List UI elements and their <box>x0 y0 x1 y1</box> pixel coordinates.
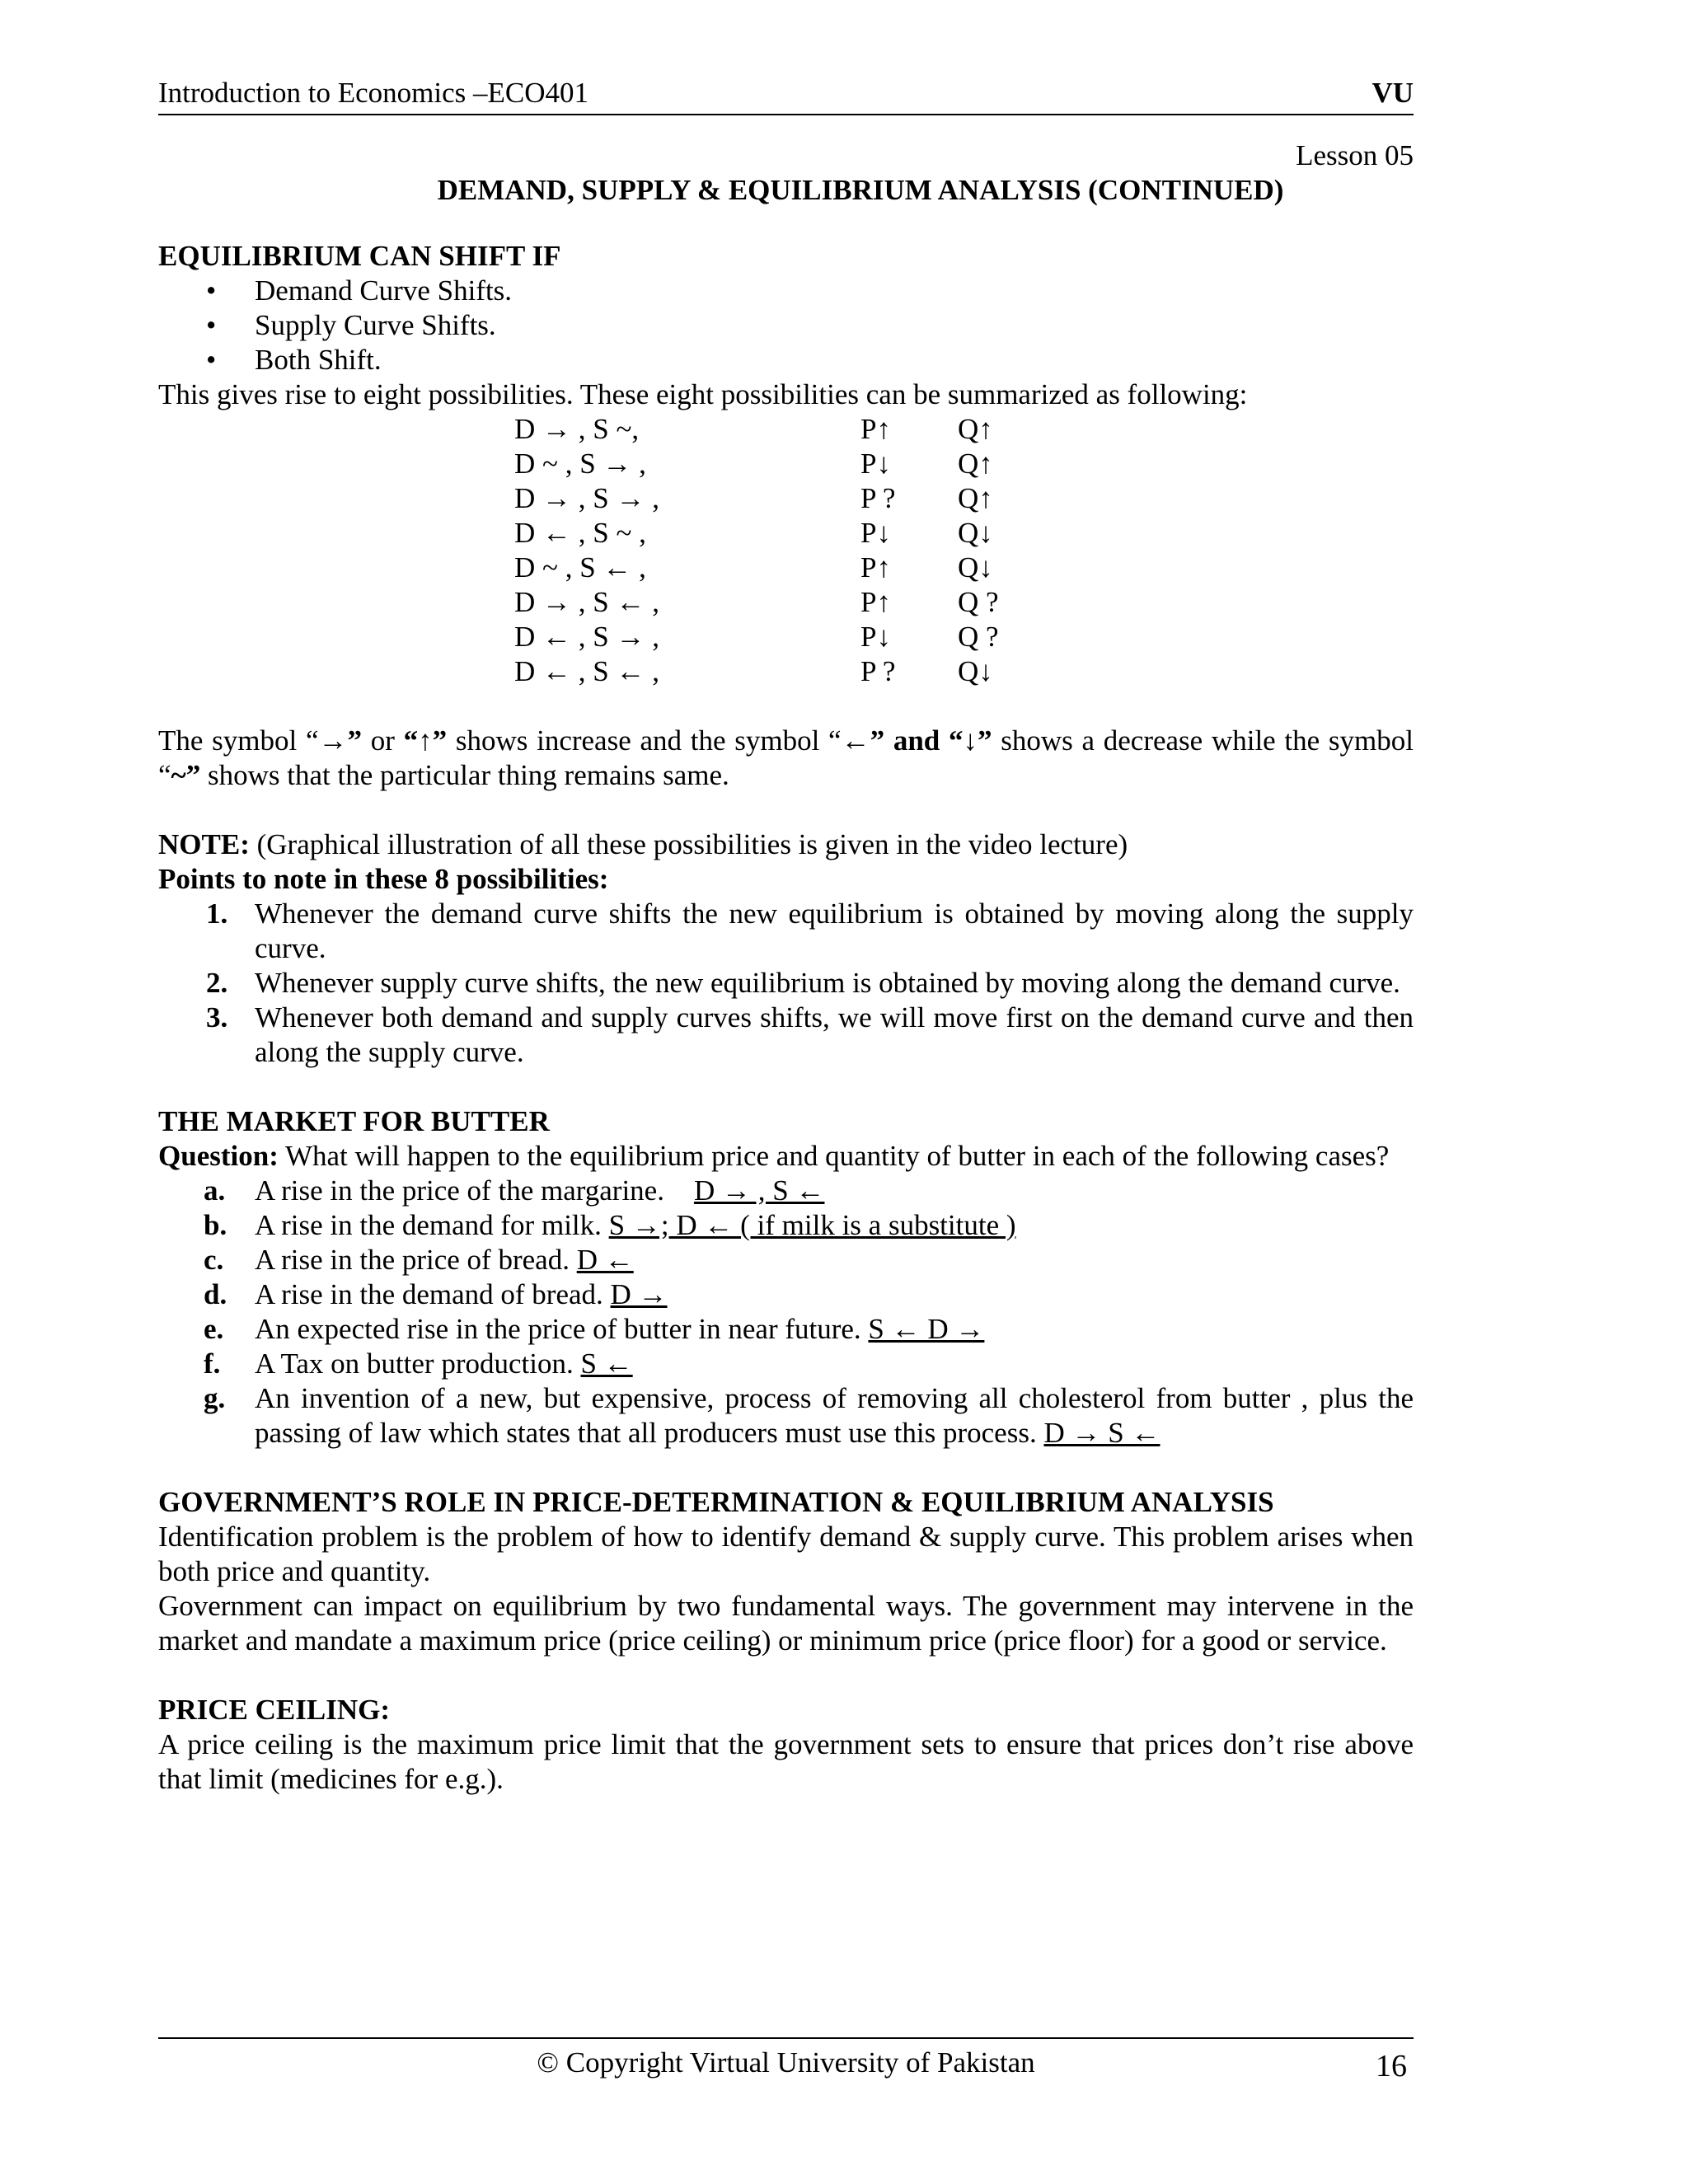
bullet-item: • Demand Curve Shifts. <box>158 274 1414 308</box>
quantity-cell: Q↓ <box>958 517 993 549</box>
bullet-item: • Both Shift. <box>158 343 1414 377</box>
possibilities-table <box>158 412 1414 689</box>
list-marker: a. <box>204 1174 226 1207</box>
shift-cell: D ~ , S → , <box>514 448 646 480</box>
quantity-cell: Q↑ <box>958 413 993 445</box>
list-marker: f. <box>204 1347 221 1380</box>
price-cell: P↑ <box>860 413 891 445</box>
price-cell: P↑ <box>860 551 891 583</box>
list-item <box>158 1001 1414 1070</box>
list-item <box>158 897 1414 966</box>
case-answer: D ← <box>576 1244 634 1276</box>
point-text: Whenever both demand and supply curves shifts, we will move first on the demand curve and then along the supply curve. <box>255 1001 1414 1068</box>
price-cell: P↓ <box>860 517 891 549</box>
list-item <box>158 1174 1414 1208</box>
symbol-explanation <box>158 724 1414 793</box>
page-header <box>158 74 1414 115</box>
list-marker: d. <box>204 1278 227 1310</box>
possibility-row <box>158 447 1414 481</box>
price-cell: P ? <box>860 482 896 514</box>
case-text: A rise in the price of bread. <box>255 1244 570 1276</box>
government-paragraph: Government can impact on equilibrium by two fundamental ways. The government may intervene in the market and mandate a maximum price (price ceiling) or minimum price (price floor) for a good or service. <box>158 1590 1414 1657</box>
list-marker: 1. <box>206 898 228 930</box>
shift-cell: D ← , S ~ , <box>514 517 646 549</box>
page-title: DEMAND, SUPPLY & EQUILIBRIUM ANALYSIS (CONTINUED) <box>437 174 1284 206</box>
possibility-row <box>158 654 1414 689</box>
list-item <box>158 1277 1414 1312</box>
copyright-text: © Copyright Virtual University of Pakistan <box>537 2046 1035 2079</box>
list-item <box>158 1381 1414 1451</box>
shift-cell: D → , S ← , <box>514 586 659 618</box>
possibilities-intro: This gives rise to eight possibilities. These eight possibilities can be summarized as following: <box>158 378 1248 410</box>
shift-cell: D ~ , S ← , <box>514 551 646 583</box>
quantity-cell: Q↑ <box>958 482 993 514</box>
case-answer: D → <box>610 1278 668 1310</box>
symbol-increase-up: “↑” <box>403 724 448 757</box>
page-footer <box>158 2037 1414 2088</box>
section-heading-government: GOVERNMENT’S ROLE IN PRICE-DETERMINATION & EQUILIBRIUM ANALYSIS <box>158 1486 1274 1518</box>
symbol-text: The symbol “ <box>158 724 319 757</box>
question-text: What will happen to the equilibrium price and quantity of butter in each of the following cases? <box>278 1140 1390 1172</box>
list-item <box>158 1243 1414 1277</box>
lesson-label: Lesson 05 <box>1296 139 1414 171</box>
list-marker: b. <box>204 1209 227 1241</box>
case-text: A Tax on butter production. <box>255 1347 574 1380</box>
shift-cell: D → , S ~, <box>514 413 640 445</box>
price-ceiling-paragraph: A price ceiling is the maximum price limit that the government sets to ensure that prices don’t rise above that limit (medicines for e.g.). <box>158 1728 1414 1795</box>
possibility-row <box>158 551 1414 585</box>
symbol-text: shows a decrease while the symbol “ <box>158 724 1414 791</box>
course-title: Introduction to Economics –ECO401 <box>158 77 589 109</box>
possibility-row <box>158 585 1414 620</box>
list-marker: e. <box>204 1313 224 1345</box>
case-text: An invention of a new, but expensive, process of removing all cholesterol from butter , plus the passing of law which states that all producers must use this process. <box>255 1382 1414 1449</box>
quantity-cell: Q↑ <box>958 448 993 480</box>
case-answer: S →; D ← ( if milk is a substitute ) <box>608 1209 1016 1241</box>
price-cell: P↓ <box>860 448 891 480</box>
cases-list <box>158 1174 1414 1451</box>
possibility-row <box>158 620 1414 654</box>
quantity-cell: Q↓ <box>958 655 993 687</box>
quantity-cell: Q ? <box>958 586 999 618</box>
symbol-text: shows increase and the symbol “ <box>447 724 842 757</box>
price-cell: P ? <box>860 655 896 687</box>
case-text: An expected rise in the price of butter in near future. <box>255 1313 861 1345</box>
shift-bullet-list <box>158 274 1414 377</box>
list-marker: g. <box>204 1382 226 1414</box>
note-text: (Graphical illustration of all these possibilities is given in the video lecture) <box>249 828 1128 860</box>
page-number: 16 <box>1376 2049 1407 2083</box>
list-item <box>158 1347 1414 1381</box>
bullet-item: • Supply Curve Shifts. <box>158 308 1414 343</box>
case-text: A rise in the demand for milk. <box>255 1209 602 1241</box>
quantity-cell: Q↓ <box>958 551 993 583</box>
note-label: NOTE: <box>158 828 250 860</box>
list-marker: 2. <box>206 967 228 999</box>
question-paragraph <box>158 1139 1414 1174</box>
symbol-increase-right: →” <box>318 724 362 757</box>
case-answer: S ← <box>580 1347 633 1380</box>
point-text: Whenever supply curve shifts, the new equilibrium is obtained by moving along the demand curve. <box>255 967 1400 999</box>
shift-cell: D ← , S → , <box>514 621 659 653</box>
main-content <box>158 239 1414 1797</box>
question-label: Question: <box>158 1140 279 1172</box>
case-answer: D → S ← <box>1043 1417 1160 1449</box>
institution-label: VU <box>1372 77 1414 109</box>
possibility-row <box>158 481 1414 516</box>
points-heading: Points to note in these 8 possibilities: <box>158 863 609 895</box>
possibility-row <box>158 412 1414 447</box>
list-item <box>158 966 1414 1001</box>
list-item <box>158 1312 1414 1347</box>
section-heading-butter: THE MARKET FOR BUTTER <box>158 1105 550 1137</box>
shift-cell: D ← , S ← , <box>514 655 659 687</box>
symbol-text: shows that the particular thing remains same. <box>200 759 729 791</box>
price-cell: P↑ <box>860 586 891 618</box>
shift-cell: D → , S → , <box>514 482 659 514</box>
possibility-row <box>158 516 1414 551</box>
list-marker: c. <box>204 1244 224 1276</box>
section-heading-price-ceiling: PRICE CEILING: <box>158 1694 391 1726</box>
list-marker: 3. <box>206 1001 228 1033</box>
symbol-same: ~” <box>171 759 201 791</box>
price-cell: P↓ <box>860 621 891 653</box>
case-answer: S ← D → <box>868 1313 985 1345</box>
case-text: A rise in the demand of bread. <box>255 1278 603 1310</box>
government-paragraph: Identification problem is the problem of how to identify demand & supply curve. This problem arises when both price and quantity. <box>158 1521 1414 1587</box>
section-heading-equilibrium-shift: EQUILIBRIUM CAN SHIFT IF <box>158 240 561 272</box>
point-text: Whenever the demand curve shifts the new equilibrium is obtained by moving along the supply curve. <box>255 898 1414 964</box>
note-line <box>158 827 1414 862</box>
points-list <box>158 897 1414 1070</box>
case-text: A rise in the price of the margarine. <box>255 1174 664 1207</box>
list-item <box>158 1208 1414 1243</box>
symbol-decrease: ←” and “↓” <box>841 724 992 757</box>
quantity-cell: Q ? <box>958 621 999 653</box>
symbol-text: or <box>362 724 404 757</box>
case-answer: D → , S ← <box>693 1174 825 1207</box>
